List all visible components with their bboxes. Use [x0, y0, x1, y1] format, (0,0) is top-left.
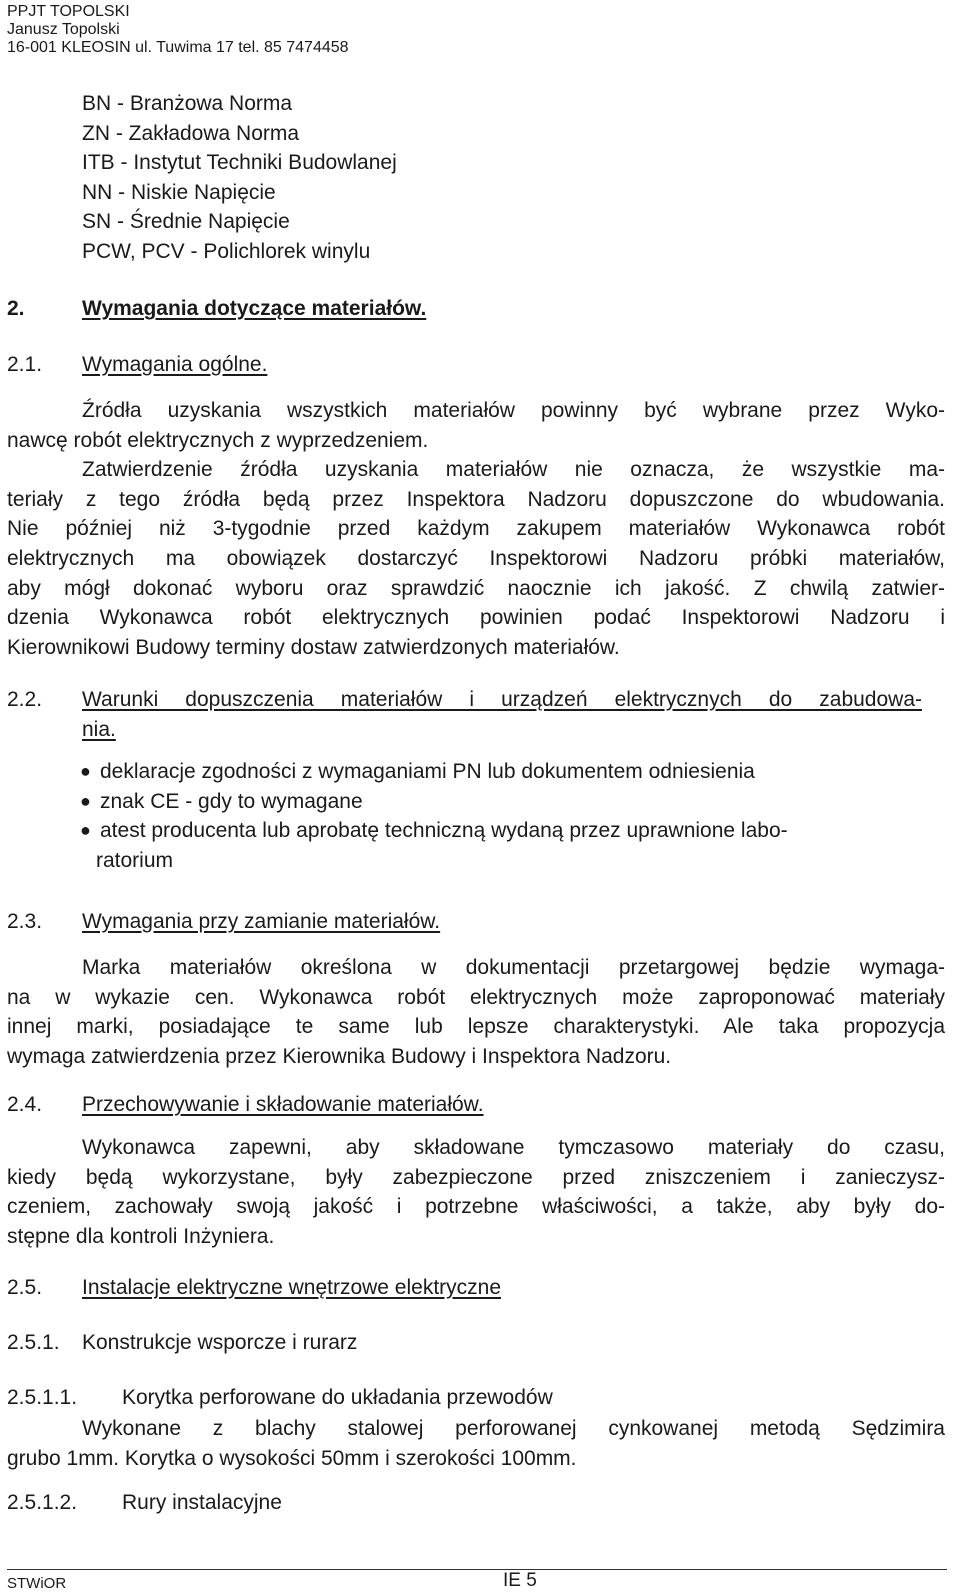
company-address: 16-001 KLEOSIN ul. Tuwima 17 tel. 85 7474458	[7, 39, 349, 56]
bullet-icon: ●	[80, 820, 91, 841]
list-item-text: atest producenta lub aprobatę techniczną wydaną przez uprawnione labo-	[100, 819, 788, 843]
abbreviation-item: NN - Niskie Napięcie	[82, 180, 276, 204]
list-item-text: deklaracje zgodności z wymaganiami PN lub dokumentem odniesienia	[100, 760, 755, 783]
section-2-5-number: 2.5.	[7, 1276, 43, 1299]
paragraph-line: kiedy będą wykorzystane, były zabezpieczone przed zniszczeniem i zanieczysz-	[7, 1165, 945, 1189]
paragraph-line: Wykonane z blachy stalowej perforowanej cynkowanej metodą Sędzimira	[82, 1417, 945, 1440]
abbreviation-item: ZN - Zakładowa Norma	[82, 121, 300, 145]
paragraph-line: Marka materiałów określona w dokumentacji przetargowej będzie wymaga-	[82, 956, 945, 979]
section-2-5-1-number: 2.5.1.	[7, 1331, 60, 1354]
paragraph-line: grubo 1mm. Korytka o wysokości 50mm i szerokości 100mm.	[7, 1446, 577, 1470]
paragraph-line: innej marki, posiadające te same lub lepsze charakterystyki. Ale taka propozycja	[7, 1015, 945, 1039]
abbreviation-item: PCW, PCV - Polichlorek winylu	[82, 239, 371, 263]
abbreviation-list	[82, 89, 397, 267]
list-item	[80, 816, 948, 846]
paragraph-line: na w wykazie cen. Wykonawca robót elektrycznych może zaproponować materiały	[7, 985, 945, 1009]
document-header	[7, 3, 349, 57]
footer-divider	[7, 1569, 947, 1570]
section-2-2-number: 2.2.	[7, 688, 43, 711]
paragraph-line: teriały z tego źródła będą przez Inspektora Nadzoru dopuszczone do wbudowania.	[7, 487, 945, 511]
section-2-5-1-2-title: Rury instalacyjne	[122, 1491, 282, 1514]
section-2-1-body	[7, 396, 945, 662]
section-2-5-1-title: Konstrukcje wsporcze i rurarz	[82, 1331, 358, 1354]
paragraph-line: Kierownikowi Budowy terminy dostaw zatwierdzonych materiałów.	[7, 635, 620, 659]
section-2-1-title: Wymagania ogólne.	[82, 353, 268, 376]
section-2-3-body	[7, 953, 945, 1071]
list-item	[80, 757, 948, 787]
footer-doc-code: STWiOR	[7, 1575, 67, 1592]
paragraph-line: czeniem, zachowały swoją jakość i potrzebne właściwości, a także, aby były do-	[7, 1195, 945, 1219]
footer-page-label: IE 5	[503, 1570, 537, 1591]
abbreviation-item: SN - Średnie Napięcie	[82, 210, 290, 234]
section-2-5-1-1-number: 2.5.1.1.	[7, 1386, 78, 1409]
section-2-5-1-2-number: 2.5.1.2.	[7, 1491, 78, 1514]
bullet-icon: ●	[80, 790, 91, 811]
abbreviation-item: BN - Branżowa Norma	[82, 92, 293, 115]
paragraph-line: stępne dla kontroli Inżyniera.	[7, 1224, 275, 1248]
abbreviation-item: ITB - Instytut Techniki Budowlanej	[82, 151, 397, 175]
section-2-4-title: Przechowywanie i składowanie materiałów.	[82, 1093, 484, 1116]
paragraph-line: dzenia Wykonawca robót elektrycznych powinien podać Inspektorowi Nadzoru i	[7, 606, 945, 630]
list-item	[80, 787, 948, 817]
section-2-3-title: Wymagania przy zamianie materiałów.	[82, 910, 441, 933]
section-2-4-number: 2.4.	[7, 1093, 43, 1116]
paragraph-line: Zatwierdzenie źródła uzyskania materiałów nie oznacza, że wszystkie ma-	[82, 458, 945, 482]
bullet-icon: ●	[80, 761, 91, 781]
paragraph-line: wymaga zatwierdzenia przez Kierownika Budowy i Inspektora Nadzoru.	[7, 1044, 672, 1068]
paragraph-line: elektrycznych ma obowiązek dostarczyć Inspektorowi Nadzoru próbki materiałów,	[7, 546, 945, 570]
paragraph-line: Wykonawca zapewni, aby składowane tymczasowo materiały do czasu,	[82, 1136, 945, 1159]
section-2-5-1-1-title: Korytka perforowane do układania przewodów	[122, 1386, 553, 1409]
company-name: PPJT TOPOLSKI	[7, 3, 130, 20]
section-2-number: 2.	[7, 297, 25, 320]
requirements-list	[80, 757, 948, 875]
section-2-2-title: Warunki dopuszczenia materiałów i urządzeń elektrycznych do zabudowa-	[82, 688, 922, 711]
section-2-5-1-1-body	[7, 1414, 945, 1473]
section-2-1-number: 2.1.	[7, 353, 43, 376]
section-2-2-title-cont: nia.	[82, 718, 116, 741]
paragraph-line: Nie później niż 3-tygodnie przed każdym zakupem materiałów Wykonawca robót	[7, 517, 945, 541]
paragraph-line: nawcę robót elektrycznych z wyprzedzeniem.	[7, 428, 429, 452]
section-2-5-title: Instalacje elektryczne wnętrzowe elektryczne	[82, 1276, 502, 1299]
list-item-text: znak CE - gdy to wymagane	[100, 789, 363, 813]
paragraph-line: Źródła uzyskania wszystkich materiałów powinny być wybrane przez Wyko-	[82, 399, 945, 422]
section-2-4-body	[7, 1133, 945, 1251]
paragraph-line: aby mógł dokonać wyboru oraz sprawdzić naocznie ich jakość. Z chwilą zatwier-	[7, 576, 945, 600]
owner-name: Janusz Topolski	[7, 21, 120, 38]
section-2-3-number: 2.3.	[7, 910, 43, 933]
list-item-cont: ratorium	[96, 848, 174, 872]
section-2-title: Wymagania dotyczące materiałów.	[82, 297, 427, 320]
